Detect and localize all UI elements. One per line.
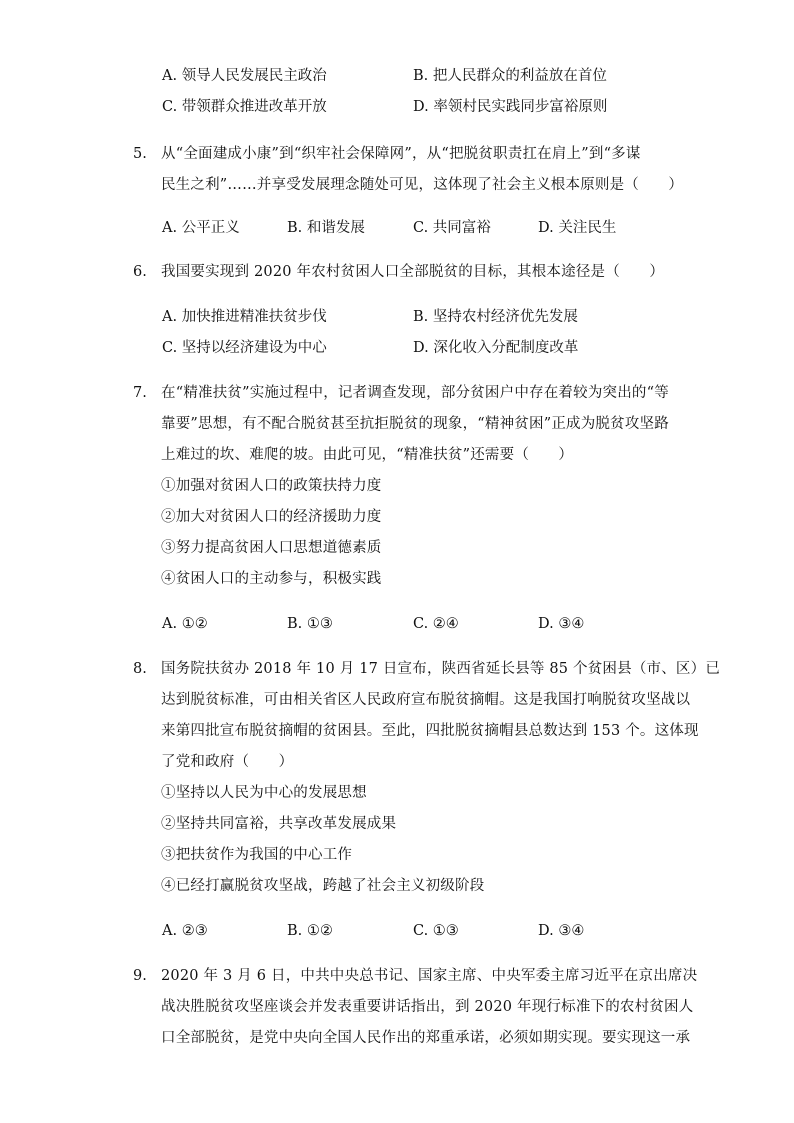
q8-option-c: C. ①③ [413,923,459,939]
q7-item: ①加强对贫困人口的政策扶持力度 [161,478,382,494]
q5-option-c: C. 共同富裕 [413,220,491,236]
q7-item: ②加大对贫困人口的经济援助力度 [161,509,382,525]
q7-number: 7. [133,385,147,401]
q7-option-d: D. ③④ [538,616,585,632]
q5-option-b: B. 和谐发展 [287,220,365,236]
q7-option-a: A. ①② [162,616,208,632]
q8-item: ③把扶贫作为我国的中心工作 [161,847,353,863]
q7-stem-line: 上难过的坎、难爬的坡。由此可见，“精准扶贫”还需要（ ） [161,447,574,463]
q4-option-d: D. 率领村民实践同步富裕原则 [413,99,608,115]
q8-stem-line: 来第四批宣布脱贫摘帽的贫困县。至此，四批脱贫摘帽县总数达到 153 个。这体现 [161,723,699,739]
q8-item: ①坚持以人民为中心的发展思想 [161,785,367,801]
q5-option-d: D. 关注民生 [538,220,617,236]
q7-item: ④贫困人口的主动参与，积极实践 [161,571,382,587]
q9-stem-line: 2020 年 3 月 6 日，中共中央总书记、国家主席、中央军委主席习近平在京出席决 [161,968,698,984]
q8-stem-line: 达到脱贫标准，可由相关省区人民政府宣布脱贫摘帽。这是我国打响脱贫攻坚战以 [161,692,691,708]
q6-option-c: C. 坚持以经济建设为中心 [162,340,327,356]
q8-item: ④已经打赢脱贫攻坚战，跨越了社会主义初级阶段 [161,878,485,894]
q9-number: 9. [133,968,147,984]
q9-stem-line: 口全部脱贫，是党中央向全国人民作出的郑重承诺，必须如期实现。要实现这一承 [161,1030,691,1046]
q7-option-c: C. ②④ [413,616,459,632]
q8-item: ②坚持共同富裕，共享改革发展成果 [161,816,397,832]
q7-stem-line: 靠要”思想，有不配合脱贫甚至抗拒脱贫的现象，“精神贫困”正成为脱贫攻坚路 [161,416,669,432]
q6-option-b: B. 坚持农村经济优先发展 [413,309,578,325]
q4-option-c: C. 带领群众推进改革开放 [162,99,327,115]
q7-item: ③努力提高贫困人口思想道德素质 [161,540,382,556]
q4-option-a: A. 领导人民发展民主政治 [162,68,327,84]
q8-option-a: A. ②③ [162,923,208,939]
q6-option-d: D. 深化收入分配制度改革 [413,340,579,356]
q5-option-a: A. 公平正义 [162,220,240,236]
q7-option-b: B. ①③ [287,616,333,632]
q8-number: 8. [133,661,147,677]
q5-stem-line: 从“全面建成小康”到“织牢社会保障网”，从“把脱贫职责扛在肩上”到“多谋 [161,146,641,162]
q6-option-a: A. 加快推进精准扶贫步伐 [162,309,327,325]
q4-option-b: B. 把人民群众的利益放在首位 [413,68,607,84]
q8-option-b: B. ①② [287,923,333,939]
q6-stem-line: 我国要实现到 2020 年农村贫困人口全部脱贫的目标，其根本途径是（ ） [161,264,665,280]
q5-number: 5. [133,146,147,162]
q8-stem-line: 了党和政府（ ） [161,754,294,770]
q5-stem-line: 民生之利”……并享受发展理念随处可见，这体现了社会主义根本原则是（ ） [161,177,684,193]
q6-number: 6. [133,264,147,280]
q7-stem-line: 在“精准扶贫”实施过程中，记者调查发现，部分贫困户中存在着较为突出的“等 [161,385,669,401]
q8-stem-line: 国务院扶贫办 2018 年 10 月 17 日宣布，陕西省延长县等 85 个贫困县（市、区）已 [161,661,721,677]
q8-option-d: D. ③④ [538,923,585,939]
q9-stem-line: 战决胜脱贫攻坚座谈会并发表重要讲话指出，到 2020 年现行标准下的农村贫困人 [161,999,694,1015]
